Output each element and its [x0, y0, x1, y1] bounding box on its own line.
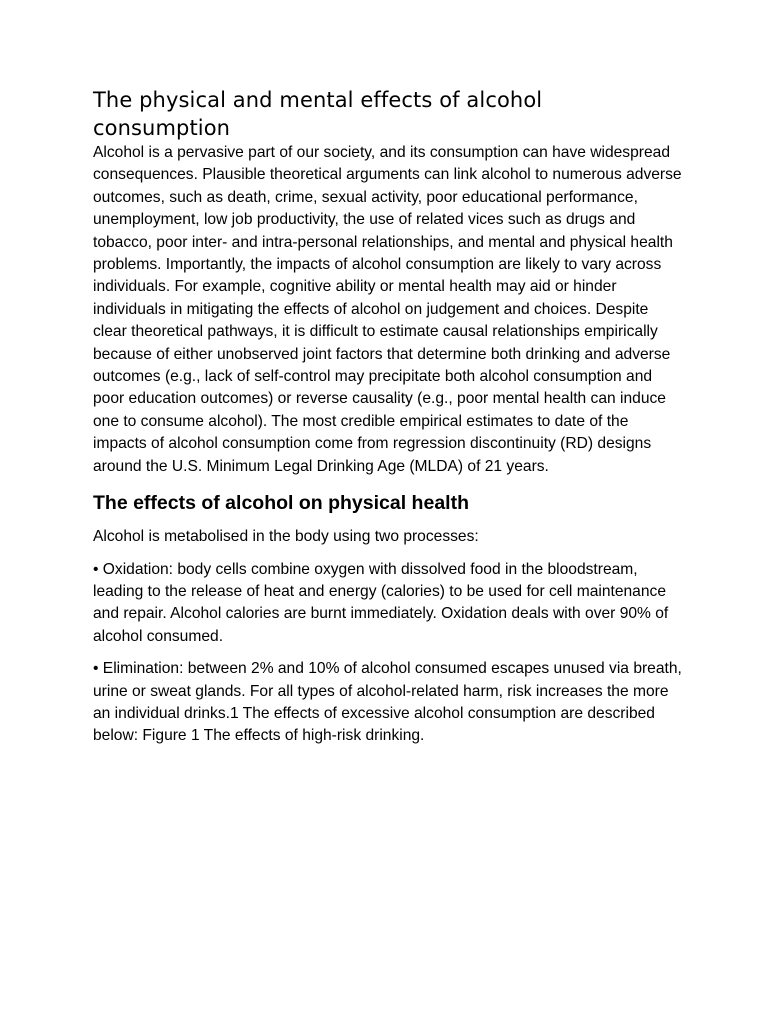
document-title: The physical and mental effects of alcohol consumption	[93, 88, 543, 140]
bullet-elimination: • Elimination: between 2% and 10% of alcohol consumed escapes unused via breath, urine or sweat glands. For all types of alcohol-related harm, risk increases the more an individual drinks.1 The effects of excessive alcohol consumption are described below: Figure 1 The effects of high-risk drinking.	[93, 660, 682, 745]
document-body	[93, 86, 683, 748]
section-intro-paragraph: Alcohol is metabolised in the body using two processes:	[93, 528, 479, 546]
section-heading: The effects of alcohol on physical health	[93, 492, 469, 515]
bullet-oxidation: • Oxidation: body cells combine oxygen with dissolved food in the bloodstream, leading to the release of heat and energy (calories) to be used for cell maintenance and repair. Alcohol calories are burnt immediately. Oxidation deals with over 90% of alcohol consumed.	[93, 560, 669, 645]
intro-paragraph: Alcohol is a pervasive part of our society, and its consumption can have widespread consequences. Plausible theoretical arguments can link alcohol to numerous adverse outcomes, such as death, crime, sexual activity, poor educational performance, unemployment, low job productivity, the use of related vices such as drugs and tobacco, poor inter- and intra-personal relationships, and mental and physical health problems. Importantly, the impacts of alcohol consumption are likely to vary across individuals. For example, cognitive ability or mental health may aid or hinder individuals in mitigating the effects of alcohol on judgement and choices. Despite clear theoretical pathways, it is difficult to estimate causal relationships empirically because of either unobserved joint factors that determine both drinking and adverse outcomes (e.g., lack of self-control may precipitate both alcohol consumption and poor education outcomes) or reverse causality (e.g., poor mental health can induce one to consume alcohol). The most credible empirical estimates to date of the impacts of alcohol consumption come from regression discontinuity (RD) designs around the U.S. Minimum Legal Drinking Age (MLDA) of 21 years.	[93, 144, 682, 475]
